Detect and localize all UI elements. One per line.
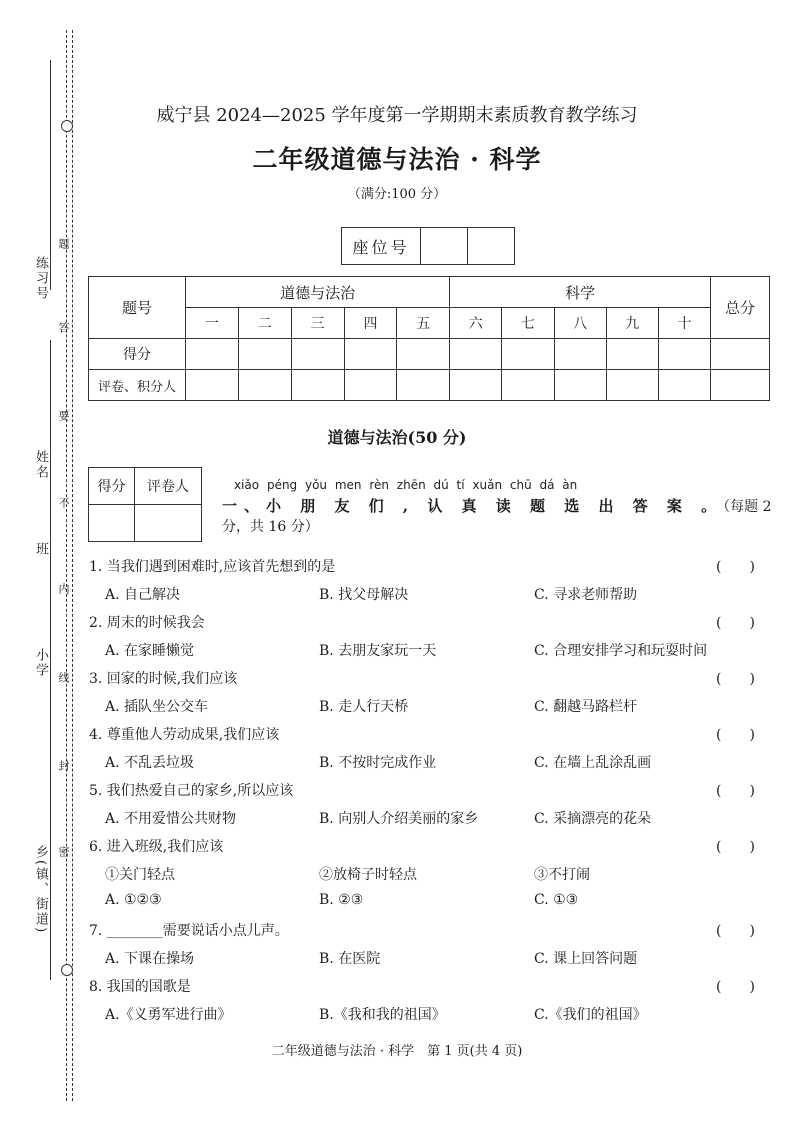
- answer-bracket[interactable]: ( ): [716, 727, 755, 743]
- option-c[interactable]: C. 课上回答问题: [534, 951, 638, 967]
- option-b[interactable]: B. 走人行天桥: [319, 699, 409, 715]
- group-morality-header: 道德与法治: [186, 277, 450, 308]
- part-title: [222, 495, 794, 536]
- part-number: 七: [502, 308, 554, 339]
- grader-cell[interactable]: [397, 370, 450, 401]
- seal-char: 题: [57, 238, 70, 251]
- option-c[interactable]: C. 翻越马路栏杆: [534, 699, 638, 715]
- answer-bracket[interactable]: ( ): [716, 839, 755, 855]
- score-cell[interactable]: [606, 339, 658, 370]
- part-score-note: （每题 2 分，共 16 分）: [222, 499, 772, 535]
- score-cell[interactable]: [397, 339, 450, 370]
- part-score-cell[interactable]: [89, 505, 135, 542]
- question-stem: 3. 回家的时候,我们应该: [89, 671, 238, 687]
- school-label: 小学: [33, 648, 48, 678]
- part-number: 六: [450, 308, 502, 339]
- answer-bracket[interactable]: ( ): [716, 783, 755, 799]
- seat-number-box: [341, 227, 515, 265]
- township-label: 乡(镇、街道): [33, 845, 48, 935]
- part-score-box: [88, 467, 202, 542]
- question-number-header: 题号: [89, 277, 186, 339]
- part-number: 二: [238, 308, 291, 339]
- grader-cell[interactable]: [606, 370, 658, 401]
- score-cell[interactable]: [711, 339, 770, 370]
- score-cell[interactable]: [502, 339, 554, 370]
- part-number: 十: [658, 308, 710, 339]
- answer-bracket[interactable]: ( ): [716, 615, 755, 631]
- option-a[interactable]: A.《义勇军进行曲》: [105, 1007, 232, 1023]
- name-label: 姓名: [33, 450, 48, 480]
- question-stem: 6. 进入班级,我们应该: [89, 839, 224, 855]
- grader-cell[interactable]: [502, 370, 554, 401]
- part-number: 一: [186, 308, 239, 339]
- option-c[interactable]: C. 寻求老师帮助: [534, 587, 638, 603]
- part-number: 五: [397, 308, 450, 339]
- seal-char: 不: [57, 497, 70, 510]
- seal-char: 密: [57, 846, 70, 859]
- part-number: 四: [344, 308, 397, 339]
- part-title-text: 一、小 朋 友 们 , 认 真 读 题 选 出 答 案 。: [222, 497, 724, 515]
- option-a[interactable]: A. ①②③: [105, 892, 162, 908]
- option-a[interactable]: A. 下课在操场: [105, 951, 195, 967]
- option-b[interactable]: B.《我和我的祖国》: [319, 1007, 446, 1023]
- exam-series-title: 威宁县 2024—2025 学年度第一学期期末素质教育教学练习: [156, 105, 638, 126]
- question-stem: 8. 我国的国歌是: [89, 979, 191, 995]
- seal-char: 内: [57, 583, 70, 596]
- option-c[interactable]: C. 采摘漂亮的花朵: [534, 811, 652, 827]
- class-label: 班: [33, 542, 48, 557]
- question-stem: 1. 当我们遇到困难时,应该首先想到的是: [89, 559, 336, 575]
- question-stem: 2. 周末的时候我会: [89, 615, 205, 631]
- option-b[interactable]: B. 去朋友家玩一天: [319, 643, 437, 659]
- score-table: [88, 276, 770, 401]
- grader-cell[interactable]: [450, 370, 502, 401]
- grader-row-label: 评卷、积分人: [89, 370, 186, 401]
- part-title-pinyin: xiǎo péng yǒu men rèn zhēn dú tí xuǎn chū dá àn: [234, 478, 578, 492]
- exam-subject-title: 二年级道德与法治 · 科学: [252, 145, 542, 174]
- binding-hole-bottom: [61, 964, 73, 976]
- option-a[interactable]: A. 自己解决: [105, 587, 181, 603]
- statement-1: ①关门轻点: [105, 867, 175, 883]
- seal-char: 答: [57, 322, 70, 335]
- option-c[interactable]: C. 在墙上乱涂乱画: [534, 755, 652, 771]
- score-cell[interactable]: [238, 339, 291, 370]
- seat-number-cell[interactable]: [468, 228, 515, 265]
- answer-bracket[interactable]: ( ): [716, 923, 755, 939]
- option-a[interactable]: A. 不用爱惜公共财物: [105, 811, 237, 827]
- option-c[interactable]: C. 合理安排学习和玩耍时间: [534, 643, 708, 659]
- full-score-note: （满分:100 分）: [347, 187, 447, 202]
- option-b[interactable]: B. 在医院: [319, 951, 381, 967]
- exam-number-label: 练习号: [33, 256, 48, 301]
- grader-cell[interactable]: [711, 370, 770, 401]
- answer-bracket[interactable]: ( ): [716, 559, 755, 575]
- option-b[interactable]: B. 不按时完成作业: [319, 755, 437, 771]
- part-grader-label: 评卷人: [135, 468, 202, 505]
- part-number: 八: [554, 308, 606, 339]
- score-cell[interactable]: [450, 339, 502, 370]
- grader-cell[interactable]: [291, 370, 344, 401]
- question-stem: 7. ________需要说话小点儿声。: [89, 923, 289, 939]
- part-number: 九: [606, 308, 658, 339]
- seal-char: 封: [57, 760, 70, 773]
- grader-cell[interactable]: [238, 370, 291, 401]
- seat-number-label: 座位号: [342, 228, 421, 265]
- statement-3: ③不打闹: [534, 867, 590, 883]
- part-score-label: 得分: [89, 468, 135, 505]
- answer-bracket[interactable]: ( ): [716, 671, 755, 687]
- question-stem: 4. 尊重他人劳动成果,我们应该: [89, 727, 280, 743]
- score-row-label: 得分: [89, 339, 186, 370]
- seal-char: 线: [57, 672, 70, 685]
- seal-char: 要: [57, 410, 70, 423]
- option-b[interactable]: B. ②③: [319, 892, 364, 908]
- statement-2: ②放椅子时轻点: [319, 867, 417, 883]
- section-title: 道德与法治(50 分): [327, 428, 467, 447]
- answer-bracket[interactable]: ( ): [716, 979, 755, 995]
- total-header: 总分: [711, 277, 770, 339]
- grader-cell[interactable]: [658, 370, 710, 401]
- score-cell[interactable]: [291, 339, 344, 370]
- part-grader-cell[interactable]: [135, 505, 202, 542]
- score-cell[interactable]: [344, 339, 397, 370]
- option-a[interactable]: A. 插队坐公交车: [105, 699, 209, 715]
- score-cell[interactable]: [554, 339, 606, 370]
- option-b[interactable]: B. 找父母解决: [319, 587, 409, 603]
- seat-number-cell[interactable]: [421, 228, 468, 265]
- question-stem: 5. 我们热爱自己的家乡,所以应该: [89, 783, 294, 799]
- option-c[interactable]: C. ①③: [534, 892, 579, 908]
- grader-cell[interactable]: [186, 370, 239, 401]
- option-b[interactable]: B. 向别人介绍美丽的家乡: [319, 811, 479, 827]
- page-footer: 二年级道德与法治 · 科学 第 1 页(共 4 页): [271, 1044, 523, 1059]
- group-science-header: 科学: [450, 277, 711, 308]
- option-a[interactable]: A. 在家睡懒觉: [105, 643, 195, 659]
- part-number: 三: [291, 308, 344, 339]
- grader-cell[interactable]: [344, 370, 397, 401]
- score-cell[interactable]: [658, 339, 710, 370]
- option-a[interactable]: A. 不乱丢垃圾: [105, 755, 195, 771]
- option-c[interactable]: C.《我们的祖国》: [534, 1007, 647, 1023]
- grader-cell[interactable]: [554, 370, 606, 401]
- score-cell[interactable]: [186, 339, 239, 370]
